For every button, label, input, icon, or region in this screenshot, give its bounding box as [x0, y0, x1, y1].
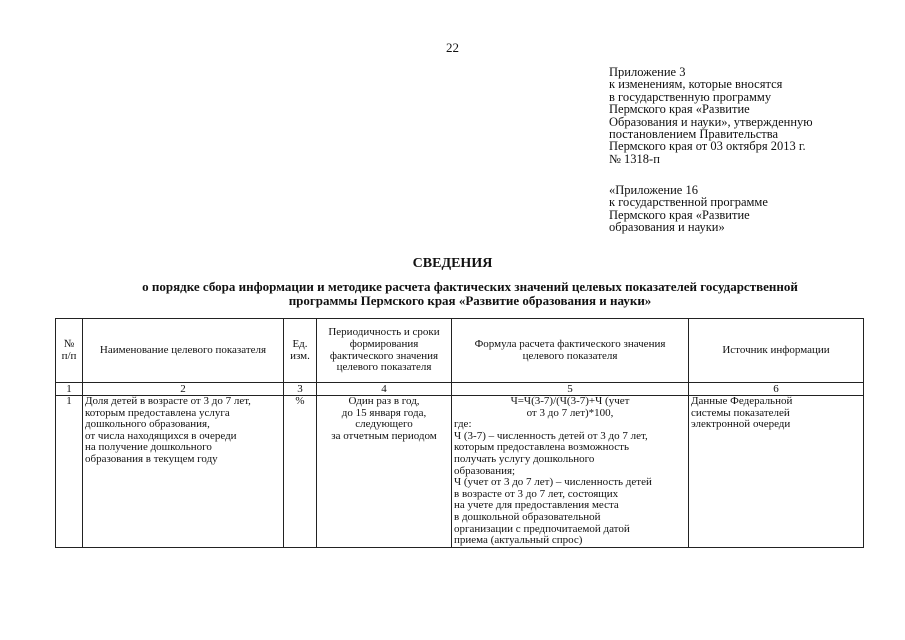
appendix-line: к изменениям, которые вносятся	[609, 77, 783, 92]
column-number: 2	[83, 383, 284, 396]
row-source: Данные Федеральной системы показателей электронной очереди	[689, 396, 864, 548]
appendix-line: «Приложение 16	[609, 183, 698, 197]
header-unit: Ед. изм.	[284, 319, 317, 383]
column-numbers-row	[56, 383, 864, 396]
appendix-line: Образования и науки», утвержденную	[609, 114, 813, 129]
column-number: 1	[56, 383, 83, 396]
appendix-line: постановлением Правительства	[609, 127, 779, 142]
subtitle-line: о порядке сбора информации и методике расчета фактических значений целевых показателей государственной	[142, 279, 798, 294]
appendix-line: № 1318-п	[609, 151, 660, 166]
row-formula: Ч=Ч(3-7)/(Ч(3-7)+Ч (учет от 3 до 7 лет)*100, где: Ч (3-7) – численность детей от 3 до 7 лет, которым предоставлена возможность получать услугу дошкольного образования; Ч (учет от 3 до 7 лет) – численность детей в возрасте от 3 до 7 лет, состоящих на учете для предоставления места в дошкольной образовательной организации с предпочитаемой датой приема (актуальный спрос)	[452, 396, 689, 548]
appendix-line: образования и науки»	[609, 220, 725, 235]
row-num: 1	[56, 396, 83, 548]
column-number: 4	[317, 383, 452, 396]
document-subtitle	[60, 280, 880, 308]
appendix-header	[609, 66, 889, 165]
column-number: 6	[689, 383, 864, 396]
header-period: Периодичность и сроки формирования фактического значения целевого показателя	[317, 319, 452, 383]
header-source: Источник информации	[689, 319, 864, 383]
appendix-line: в государственную программу	[609, 89, 772, 104]
column-number: 5	[452, 383, 689, 396]
appendix-16-header	[609, 184, 889, 234]
page-number: 22	[446, 40, 459, 55]
indicators-table	[55, 318, 864, 548]
table-row	[56, 396, 864, 548]
subtitle-line: программы Пермского края «Развитие образования и науки»	[288, 293, 652, 308]
header-formula: Формула расчета фактического значения целевого показателя	[452, 319, 689, 383]
row-period: Один раз в год, до 15 января года, следующего за отчетным периодом	[317, 396, 452, 548]
row-unit: %	[284, 396, 317, 548]
header-name: Наименование целевого показателя	[83, 319, 284, 383]
column-number: 3	[284, 383, 317, 396]
appendix-line: Пермского края «Развитие	[609, 102, 750, 117]
header-num: № п/п	[56, 319, 83, 383]
appendix-line: Приложение 3	[609, 65, 686, 79]
appendix-line: к государственной программе	[609, 195, 768, 210]
document-title: СВЕДЕНИЯ	[412, 256, 493, 271]
appendix-line: Пермского края «Развитие	[609, 207, 750, 222]
appendix-line: Пермского края от 03 октября 2013 г.	[609, 139, 806, 154]
row-indicator-name: Доля детей в возрасте от 3 до 7 лет, которым предоставлена услуга дошкольного образования, от числа находящихся в очереди на получение дошкольного образования в текущем году	[83, 396, 284, 548]
table-header-row	[56, 319, 864, 383]
